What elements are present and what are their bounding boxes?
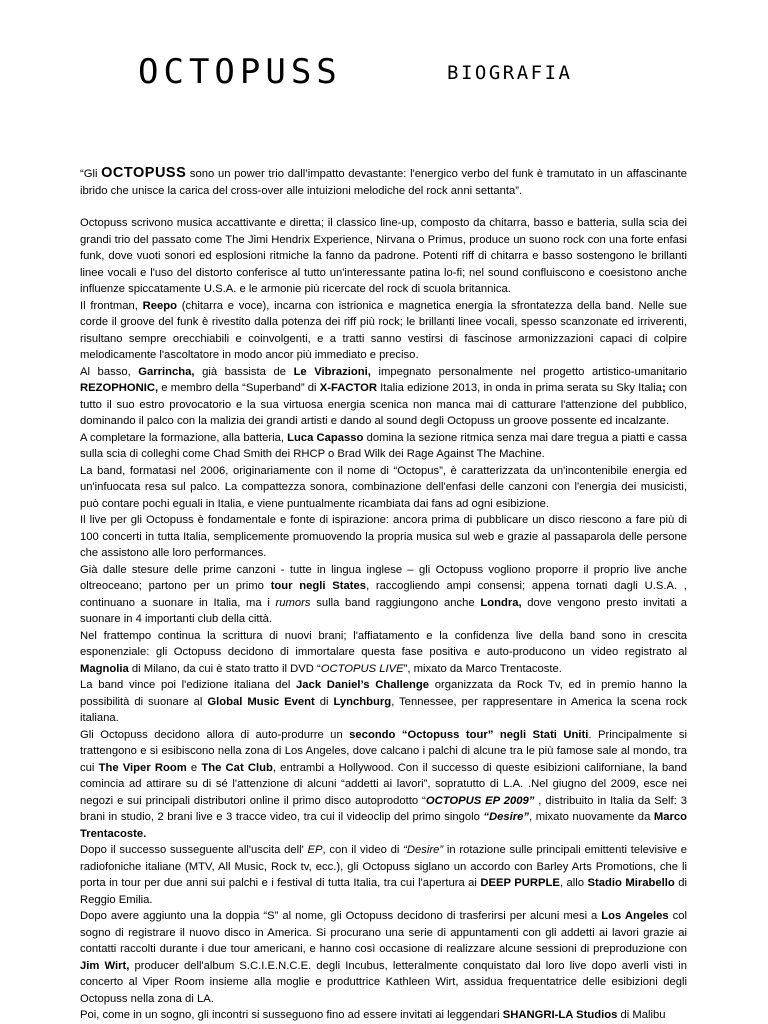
paragraph-ep-success: Dopo il successo susseguente all'uscita dell' EP, con il video di “Desire” in rotazione sulle principali emittenti televisive e radiofoniche italiane (MTV, All Music, Rock tv, ecc.), gli Octopuss siglano un accordo con Barley Arts Promotions, che li porta in tour per due anni sui palchi e i festival di tutta Italia, tra cui l'apertura ai DEEP PURPLE, allo Stadio Mirabello di Reggio Emilia. bbox=[80, 844, 687, 906]
paragraph-drummer: A completare la formazione, alla batteria, Luca Capasso domina la sezione ritmica senza mai dare tregua a piatti e cassa sulla scia di colleghi come Chad Smith dei RHCP o Brad Wilk dei Rage Against The Machine. bbox=[80, 431, 688, 460]
paragraph-jack-daniels: La band vince poi l'edizione italiana del Jack Daniel’s Challenge organizzata da Rock Tv, ed in premio hanno la possibilità di suonare al Global Music Event di Lynchburg, Tennessee, per rappresentare in America la scena rock italiana. bbox=[80, 679, 688, 724]
paragraph-shangri-la: Poi, come in un sogno, gli incontri si susseguono fino ad essere invitati ai leggendari SHANGRI-LA Studios di Malibu bbox=[80, 1009, 666, 1021]
band-name: OCTOPUSS bbox=[101, 165, 187, 181]
paragraph-frontman: Il frontman, Reepo (chitarra e voce), incarna con istrionica e magnetica energia la sfrontatezza della band. Nelle sue corde il groove del funk è rivestito dalla potenza dei riff più rock; le brillanti linee vocali, spesso scanzonate ed irriverenti, risultano sempre orecchiabili e coinvolgenti, e a tratti sanno vestirsi di fascinose armonizzazioni capaci di colpire melodicamente l'ascoltatore in modo ancor più immediato e preciso. bbox=[80, 299, 688, 361]
paragraph-bassist: Al basso, Garrincha, già bassista de Le Vibrazioni, impegnato personalmente nel progetto artistico-umanitario REZOPHONIC, e membro della “Superband” di X-FACTOR Italia edizione 2013, in onda in prima serata su Sky Italia; con tutto il suo estro provocatorio e la sua virtuosa energia scenica non manca mai di catturare l'attenzione del pubblico, dominando il palco con la malizia dei grandi artisti e dando al sound degli Octopuss un groove possente ed incalzante. bbox=[80, 365, 688, 427]
paragraph-second-tour: Gli Octopuss decidono allora di auto-produrre un secondo “Octopuss tour” negli Stati Uniti. Principalmente si trattengono e si esibiscono nella zona di Los Angeles, dove calcano i palchi di alcune tra le più famose sale al mondo, tra cui The Viper Room e The Cat Club, entrambi a Hollywood. Con il successo di queste esibizioni californiane, la band comincia ad attirare su di sé l'attenzione di alcuni “addetti ai lavori”, sopratutto di L.A. .Nel giugno del 2009, esce nei negozi e sui principali distributori online il primo disco autoprodotto “OCTOPUS EP 2009” , distribuito in Italia da Self: 3 brani in studio, 2 brani live e 3 tracce video, tra cui il videoclip del primo singolo “Desire”, mixato nuovamente da Marco Trentacoste. bbox=[80, 728, 688, 840]
paragraph-formation: La band, formatasi nel 2006, originariamente con il nome di “Octopus”, è caratterizzata da un'incontenibile energia ed un'infuocata resa sul palco. La compattezza sonora, combinazione dell'enfasi delle canzoni con l'energia dei musicisti, può contare pochi eguali in Italia, e viene puntualmente ricambiata dai fans ad ogni esibizione. bbox=[80, 464, 687, 510]
biography-text bbox=[80, 165, 687, 1024]
paragraph-first-tour: Già dalle stesure delle prime canzoni - tutte in lingua inglese – gli Octopuss vogliono proporre il proprio live anche oltreoceano; partono per un primo tour negli States, raccogliendo ampi consensi; appena tornati dagli U.S.A. , continuano a suonare in Italia, ma i rumors sulla band raggiungono anche Londra, dove vengono presto invitati a suonare in 4 importanti club della città. bbox=[80, 563, 688, 625]
intro-quote: “Gli OCTOPUSS sono un power trio dall’impatto devastante: l'energico verbo del funk è tramutato in un affascinante ibrido che unisce la carica del cross-over alle intuizioni melodiche del rock anni settanta”. bbox=[80, 165, 687, 197]
paragraph-sound: Octopuss scrivono musica accattivante e diretta; il classico line-up, composto da chitarra, basso e batteria, sulla scia dei grandi trio del passato come The Jimi Hendrix Experience, Nirvana o Primus, produce un suono rock con una forte enfasi funk, dove vuoti sonori ed esplosioni ritmiche la fanno da padrone. Potenti riff di chitarra e basso sostengono le brillanti linee vocali e l'uso del distorto conferisce al tutto un'interessante patina lo-fi; nel sound confluiscono e coesistono anche influenze spiccatamente U.S.A. e le armonie più ricercate del rock di scuola britannica. bbox=[80, 217, 687, 295]
section-title: BIOGRAFIA bbox=[447, 62, 573, 84]
paragraph-live: Il live per gli Octopuss è fondamentale e fonte di ispirazione: ancora prima di pubblicare un disco riescono a fare più di 100 concerti in tutta Italia, semplicemente promuovendo la propria musica sul web e grazie al passaparola delle persone che assistono alle loro performances. bbox=[80, 514, 687, 559]
page-header bbox=[0, 50, 768, 100]
paragraph-dvd: Nel frattempo continua la scrittura di nuovi brani; l'affiatamento e la confidenza live della band sono in crescita esponenziale: gli Octopuss decidono di immortalare questa fase positiva e auto-producono un video registrato al Magnolia di Milano, da cui è stato tratto il DVD “OCTOPUS LIVE”, mixato da Marco Trentacoste. bbox=[80, 629, 687, 675]
band-logo: OCTOPUSS bbox=[138, 52, 342, 92]
paragraph-los-angeles: Dopo avere aggiunto una la doppia “S” al nome, gli Octopuss decidono di trasferirsi per alcuni mesi a Los Angeles col sogno di registrare il nuovo disco in America. Si procurano una serie di appuntamenti con gli addetti ai lavori grazie ai contatti raccolti durante i due tour americani, e hanno così occasione di realizzare alcune sessioni di preproduzione con Jim Wirt, producer dell'album S.C.I.E.N.C.E. degli Incubus, letteralmente conquistato dal loro live dopo averli visti in concerto al Viper Room insieme alla moglie e produttrice Kathleen Wirt, assidua frequentatrice delle esibizioni degli Octopuss nella zona di LA. bbox=[80, 910, 687, 1005]
